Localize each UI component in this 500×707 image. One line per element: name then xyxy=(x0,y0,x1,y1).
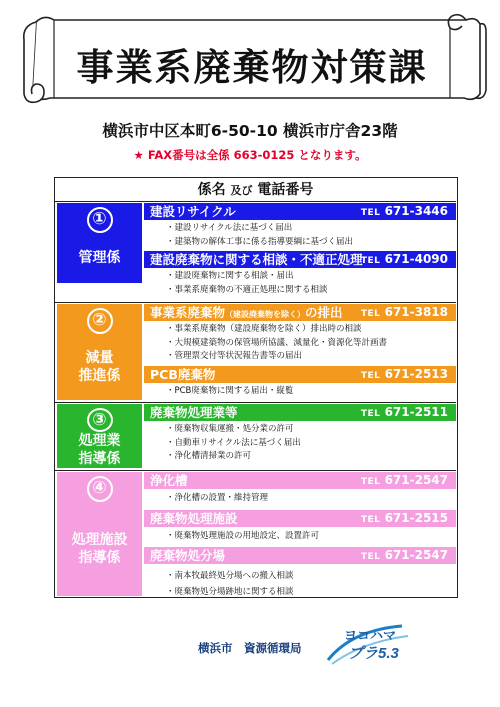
service-bar xyxy=(144,404,456,421)
service-title: 浄化槽 xyxy=(150,473,188,488)
service-title: 廃棄物処分場 xyxy=(150,548,226,563)
section-1-label xyxy=(57,203,142,283)
tel-prefix: TEL xyxy=(360,514,381,525)
section-number: ④ xyxy=(87,476,113,502)
title-banner xyxy=(14,10,488,106)
list-item: ・大規模建築物の保管場所協議、減量化・資源化等計画書 xyxy=(166,337,388,348)
section-4-services xyxy=(144,472,456,602)
tel-prefix: TEL xyxy=(360,208,381,218)
service-title: 事業系廃棄物 xyxy=(150,305,226,320)
list-item: ・事業系廃棄物の不適正処理に関する相談 xyxy=(166,284,328,295)
logo-text-top: ヨコハマ xyxy=(344,628,397,643)
list-item: ・建設リサイクル法に基づく届出 xyxy=(166,223,293,233)
service-bar xyxy=(144,547,456,564)
service-bar xyxy=(144,304,456,321)
section-number: ③ xyxy=(87,408,113,432)
logo-text-bottom: プラ5.3 xyxy=(348,645,399,662)
service-tel: 671-2515 xyxy=(384,510,448,525)
section-name: 処理業 指導係 xyxy=(78,433,121,467)
service-title-sub: （建設廃棄物を除く） xyxy=(225,310,306,319)
list-item: ・廃棄物収集運搬・処分業の許可 xyxy=(166,424,294,434)
section-1-services xyxy=(144,203,456,299)
tel-prefix: TEL xyxy=(360,370,381,381)
list-item: ・廃棄物処理施設の用地設定、設置許可 xyxy=(166,530,320,541)
section-name: 減量 推進係 xyxy=(78,350,121,384)
section-number: ② xyxy=(87,308,113,334)
service-bar xyxy=(144,472,456,489)
department-name: 横浜市 資源循環局 xyxy=(198,641,302,655)
list-item: ・浄化槽の設置・維持管理 xyxy=(166,493,269,503)
list-item: ・PCB廃棄物に関する届出・縦覧 xyxy=(166,385,294,396)
tel-prefix: TEL xyxy=(360,477,381,487)
office-address: 横浜市中区本町6-50-10 横浜市庁舎23階 xyxy=(102,122,398,140)
header-phone: 電話番号 xyxy=(257,182,314,198)
logo-swoosh-icon xyxy=(322,620,412,668)
service-title: 建設リサイクル xyxy=(150,204,236,219)
section-4-label xyxy=(57,472,142,596)
service-bar xyxy=(144,366,456,383)
list-item: ・管理票交付等状況報告書等の届出 xyxy=(166,351,303,361)
list-item: ・建築物の解体工事に係る指導要綱に基づく届出 xyxy=(166,236,354,247)
fax-note: ★ FAX番号は全係 663-0125 となります。 xyxy=(133,148,367,162)
service-tel: 671-3818 xyxy=(384,305,448,319)
service-title: 建設廃棄物に関する相談・不適正処理 xyxy=(150,252,363,267)
list-item: ・事業系廃棄物（建設廃棄物を除く）排出時の相談 xyxy=(166,324,362,334)
service-tel: 671-2511 xyxy=(384,405,448,419)
section-number: ① xyxy=(87,207,113,233)
service-title: 廃棄物処理業等 xyxy=(150,405,238,420)
service-bar xyxy=(144,510,456,527)
page-title: 事業系廃棄物対策課 xyxy=(76,46,428,89)
service-tel: 671-2547 xyxy=(384,548,448,562)
table-header xyxy=(55,178,456,202)
list-item: ・自動車リサイクル法に基づく届出 xyxy=(166,437,301,448)
service-title: PCB廃棄物 xyxy=(150,366,216,382)
contact-table xyxy=(54,177,458,598)
service-bar xyxy=(144,203,456,220)
list-item: ・廃棄物処分場跡地に関する相談 xyxy=(166,587,294,597)
header-and: 及び xyxy=(230,184,253,197)
tel-prefix: TEL xyxy=(360,309,381,319)
list-item: ・浄化槽清掃業の許可 xyxy=(166,451,252,461)
service-title: 廃棄物処理施設 xyxy=(150,510,238,526)
section-2-services xyxy=(144,304,456,400)
tel-prefix: TEL xyxy=(360,552,381,562)
service-title-tail: の排出 xyxy=(305,305,343,320)
tel-prefix: TEL xyxy=(360,409,381,419)
section-name: 管理係 xyxy=(78,250,121,266)
list-item: ・建設廃棄物に関する相談・届出 xyxy=(166,271,294,281)
service-tel: 671-2513 xyxy=(384,366,448,381)
section-3-label xyxy=(57,404,142,468)
service-tel: 671-4090 xyxy=(384,252,448,266)
section-name: 処理施設 指導係 xyxy=(71,532,128,566)
yokohama-pla53-logo xyxy=(322,620,412,668)
section-divider xyxy=(55,470,456,471)
list-item: ・南本牧最終処分場への搬入相談 xyxy=(166,571,294,581)
section-divider xyxy=(55,402,456,403)
service-tel: 671-2547 xyxy=(384,473,448,487)
service-tel: 671-3446 xyxy=(384,204,448,218)
header-section-name: 係名 xyxy=(197,182,226,198)
section-3-services xyxy=(144,404,456,466)
tel-prefix: TEL xyxy=(360,256,381,266)
section-divider xyxy=(55,302,456,303)
service-bar xyxy=(144,251,456,268)
section-2-label xyxy=(57,304,142,400)
